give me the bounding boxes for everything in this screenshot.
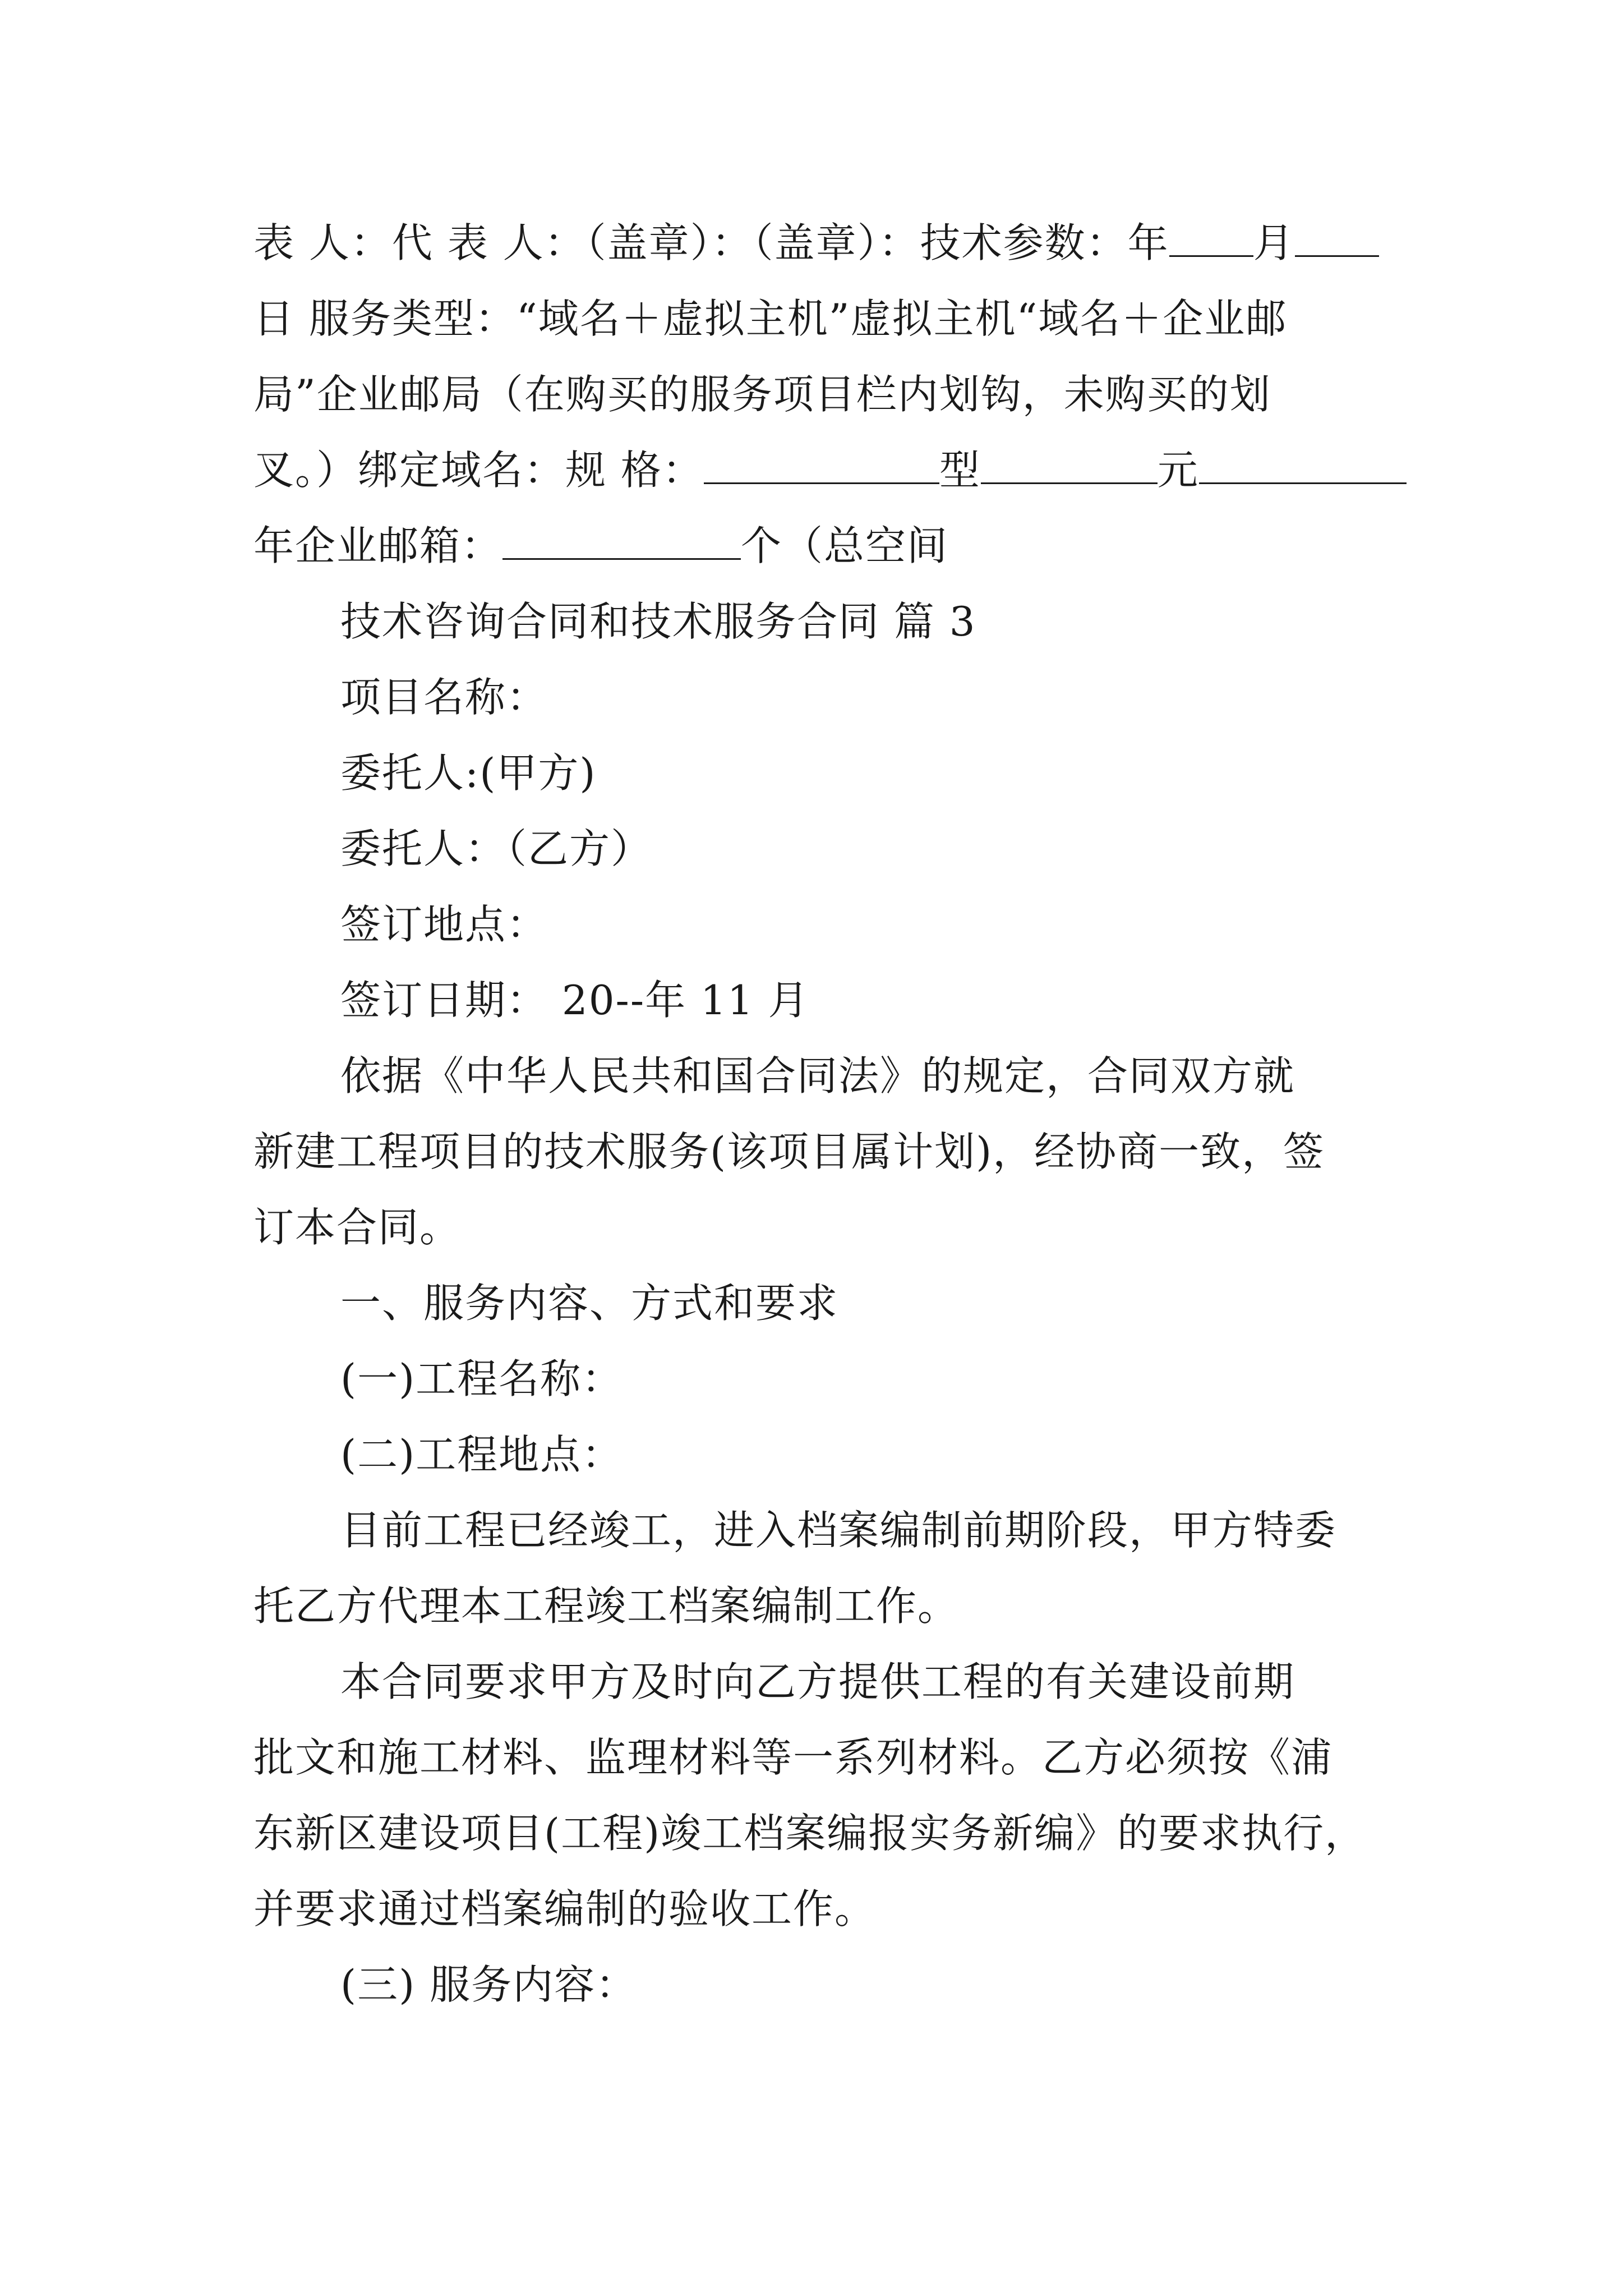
fill-blank [502,522,741,560]
text-segment: 元 [1157,447,1199,494]
top-line-1 [253,215,1379,271]
project-name: 项目名称： [340,674,548,721]
text-segment: 个（总空间 [741,522,949,569]
sign-date: 签订日期： 20--年 11 月 [340,977,810,1024]
top-line-2: 日 服务类型：“域名＋虚拟主机”虚拟主机“域名＋企业邮 [253,295,1288,342]
text-segment: 月 [1253,219,1295,266]
paragraph-3-line-2: 批文和施工材料、监理材料等一系列材料。乙方必须按《浦 [253,1734,1333,1781]
paragraph-1-line-2: 新建工程项目的技术服务(该项目属计划)，经协商一致，签 [253,1128,1325,1175]
item-1: (一)工程名称： [340,1355,624,1402]
client-a: 委托人:(甲方) [340,749,597,797]
paragraph-3-line-3: 东新区建设项目(工程)竣工档案编报实务新编》的要求执行， [253,1810,1367,1857]
paragraph-1-line-3: 订本合同。 [253,1204,462,1251]
fill-blank [1295,219,1379,257]
client-b: 委托人：（乙方） [340,825,653,872]
top-line-3: 局”企业邮局（在购买的服务项目栏内划钩，未购买的划 [253,371,1271,418]
item-3: (三) 服务内容： [340,1961,638,2008]
paragraph-3-line-4: 并要求通过档案编制的验收工作。 [253,1885,877,1932]
sign-place: 签订地点： [340,901,548,948]
text-segment: 型 [939,447,981,494]
fill-blank [1199,447,1407,484]
fill-blank [981,447,1158,484]
paragraph-2-line-1: 目前工程已经竣工，进入档案编制前期阶段，甲方特委 [340,1507,1337,1554]
fill-blank [704,447,939,484]
top-line-4 [253,442,1407,498]
section-title: 技术咨询合同和技术服务合同 篇 3 [340,598,976,645]
fill-blank [1169,219,1253,257]
paragraph-2-line-2: 托乙方代理本工程竣工档案编制工作。 [253,1582,960,1630]
item-2: (二)工程地点： [340,1431,624,1478]
heading-1: 一、服务内容、方式和要求 [340,1280,839,1327]
paragraph-3-line-1: 本合同要求甲方及时向乙方提供工程的有关建设前期 [340,1658,1295,1705]
paragraph-1-line-1: 依据《中华人民共和国合同法》的规定，合同双方就 [340,1052,1295,1099]
text-segment: 叉。）绑定域名：规 格： [253,447,704,494]
text-segment: 表 人：代 表 人：（盖章）：（盖章）：技术参数：年 [253,219,1169,266]
top-line-5 [253,518,948,574]
text-segment: 年企业邮箱： [253,522,503,569]
